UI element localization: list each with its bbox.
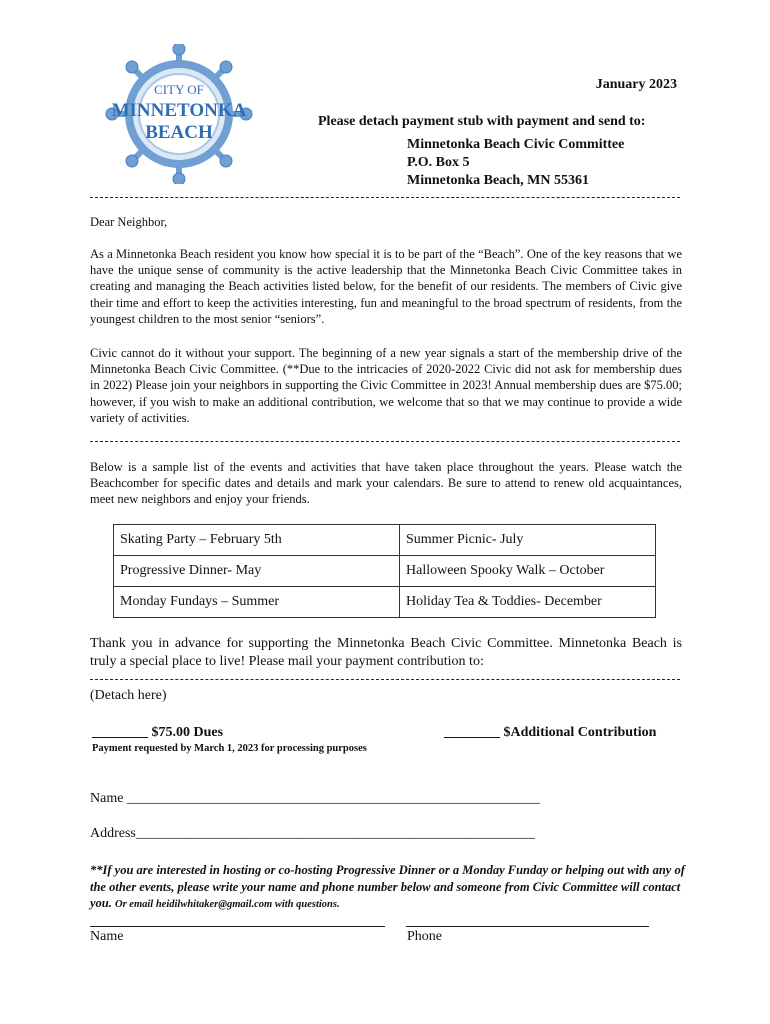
table-cell: Summer Picnic- July <box>400 525 656 556</box>
volunteer-note <box>90 862 690 914</box>
signature-phone-line[interactable] <box>406 926 649 927</box>
address-line-1: Minnetonka Beach Civic Committee <box>407 137 625 152</box>
payment-deadline: Payment requested by March 1, 2023 for processing purposes <box>92 743 367 754</box>
paragraph-4: Thank you in advance for supporting the Minnetonka Beach Civic Committee. Minnetonka Beach is truly a special place to live! Please mail your payment contribution to: <box>90 636 682 669</box>
svg-text:BEACH: BEACH <box>145 122 213 143</box>
divider <box>90 441 680 442</box>
address-line-3: Minnetonka Beach, MN 55361 <box>407 173 589 188</box>
table-cell: Skating Party – February 5th <box>114 525 400 556</box>
svg-text:CITY OF: CITY OF <box>154 82 204 97</box>
address-line-2: P.O. Box 5 <box>407 155 470 170</box>
table-row <box>114 525 656 556</box>
signature-name-label: Name <box>90 929 124 944</box>
table-cell: Holiday Tea & Toddies- December <box>400 587 656 618</box>
detach-label: (Detach here) <box>90 688 167 703</box>
table-cell: Monday Fundays – Summer <box>114 587 400 618</box>
paragraph-3: Below is a sample list of the events and activities that have taken place throughout the years. Please watch the Beachcomber for specific dates and details and mark your calendars. Be sure to attend to renew old acquaintances, meet new neighbors and enjoy your friends. <box>90 460 682 507</box>
volunteer-note-email: Or email heidilwhitaker@gmail.com with questions. <box>115 899 340 910</box>
table-row <box>114 587 656 618</box>
table-cell: Halloween Spooky Walk – October <box>400 556 656 587</box>
letter-date: January 2023 <box>595 77 677 92</box>
events-table <box>113 524 656 618</box>
signature-phone-label: Phone <box>407 929 442 944</box>
signature-name-line[interactable] <box>90 926 385 927</box>
salutation: Dear Neighbor, <box>90 215 168 229</box>
address-field[interactable]: Address_________________________________________________________ <box>90 826 535 841</box>
table-row <box>114 556 656 587</box>
volunteer-note-text: **If you are interested in hosting or co-hosting Progressive Dinner or a Monday Funday or helping out with any of the other events, please write your name and phone number below and someone from Civic Committee will contact you. <box>90 863 685 910</box>
paragraph-1: As a Minnetonka Beach resident you know how special it is to be part of the “Beach”. One of the key reasons that we have the unique sense of community is the active leadership that the Minnetonka Beach Civic Committee takes in creating and managing the Beach activities listed below, for the benefit of our residents. The members of Civic give their time and effort to keep the activities interesting, fun and meaningful to the broad spectrum of residents, from the youngest children to the most senior “seniors”. <box>90 247 682 326</box>
table-cell: Progressive Dinner- May <box>114 556 400 587</box>
send-to-instruction: Please detach payment stub with payment and send to: <box>318 114 646 129</box>
paragraph-2: Civic cannot do it without your support. The beginning of a new year signals a start of the membership drive of the Minnetonka Beach Civic Committee. (**Due to the intricacies of 2020-2022 Civic did not ask for membership dues in 2022) Please join your neighbors in supporting the Civic Committee in 2023! Annual membership dues are $75.00; however, if you wish to make an additional contribution, we welcome that so that we may continue to provide a wide variety of activities. <box>90 346 682 425</box>
additional-contribution-line[interactable]: ________ $Additional Contribution <box>444 725 657 740</box>
divider <box>90 197 680 198</box>
svg-text:MINNETONKA: MINNETONKA <box>111 100 247 121</box>
ship-wheel-icon <box>104 44 254 184</box>
city-logo <box>104 44 254 184</box>
name-field[interactable]: Name ___________________________________________________________ <box>90 791 540 806</box>
detach-divider <box>90 679 680 680</box>
dues-line[interactable]: ________ $75.00 Dues <box>92 725 224 740</box>
